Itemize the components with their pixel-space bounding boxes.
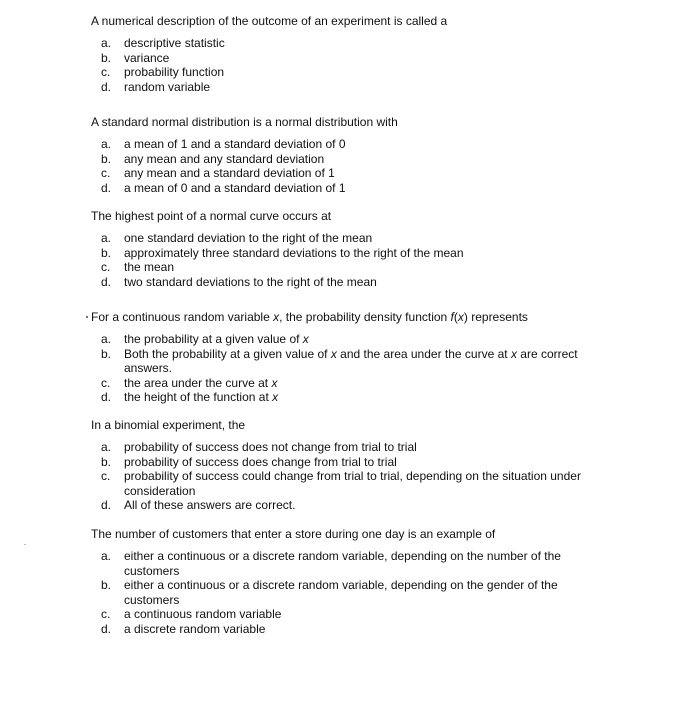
option-letter: d. <box>101 498 112 512</box>
option-list <box>91 332 651 405</box>
option-text: All of these answers are correct. <box>124 498 296 512</box>
option-text: probability function <box>124 65 225 79</box>
option-c <box>91 376 651 391</box>
option-letter: c. <box>101 469 111 483</box>
option-list <box>91 137 651 195</box>
option-b <box>91 152 651 167</box>
option-a <box>91 231 651 246</box>
question-text: In a binomial experiment, the <box>91 418 246 432</box>
margin-mark <box>24 544 26 545</box>
option-text: any mean and a standard deviation of 1 <box>124 166 335 180</box>
question-text: The number of customers that enter a store during one day is an example of <box>91 527 496 541</box>
question-2 <box>91 115 651 195</box>
option-text: probability of success could change from trial to trial, depending on the situation under consideration <box>124 469 581 498</box>
option-a <box>91 137 651 152</box>
option-d <box>91 181 651 196</box>
option-text: probability of success does not change from trial to trial <box>124 440 417 454</box>
option-text: random variable <box>124 79 211 94</box>
option-text: a mean of 1 and a standard deviation of 0 <box>124 137 346 151</box>
text-run: ) represents <box>463 310 528 324</box>
option-letter: a. <box>101 137 112 151</box>
text-run: For a continuous random variable <box>91 310 274 324</box>
option-text: variance <box>124 50 170 65</box>
math-variable: x <box>510 346 517 361</box>
option-text: probability of success does change from trial to trial <box>124 454 397 469</box>
text-run: the area under the curve at <box>124 375 272 390</box>
question-5 <box>91 418 651 513</box>
option-b <box>91 51 651 66</box>
option-text: either a continuous or a discrete random variable, depending on the gender of the customers <box>124 578 558 607</box>
option-c <box>91 65 651 80</box>
option-letter: a. <box>101 332 112 346</box>
option-letter: d. <box>101 390 112 404</box>
option-letter: a. <box>101 231 112 245</box>
option-text <box>124 332 609 347</box>
option-d <box>91 275 651 290</box>
option-list <box>91 440 651 513</box>
text-run: the probability at a given value of <box>124 332 303 346</box>
option-letter: d. <box>101 180 112 195</box>
option-text: a continuous random variable <box>124 607 282 621</box>
question-6 <box>91 527 651 636</box>
math-variable: x <box>272 390 279 404</box>
option-letter: c. <box>101 607 111 621</box>
option-text: a mean of 0 and a standard deviation of 1 <box>124 180 346 195</box>
math-variable: x <box>302 332 309 346</box>
option-a <box>91 36 651 51</box>
question-4 <box>91 310 651 405</box>
option-c <box>91 260 651 275</box>
question-3 <box>91 209 651 289</box>
math-function: f <box>450 310 454 324</box>
option-text <box>124 376 609 391</box>
math-variable: x <box>271 375 278 390</box>
math-variable: x <box>330 346 337 361</box>
text-run: ( <box>453 310 458 324</box>
option-letter: b. <box>101 346 112 361</box>
option-letter: c. <box>101 166 111 180</box>
option-text: the mean <box>124 260 175 274</box>
option-text: approximately three standard deviations to the right of the mean <box>124 245 464 260</box>
option-letter: c. <box>101 65 111 79</box>
text-run: , the probability density function <box>279 310 451 324</box>
option-d <box>91 622 651 637</box>
option-letter: c. <box>101 260 111 274</box>
option-c <box>91 607 651 622</box>
option-list <box>91 36 651 94</box>
option-text: a discrete random variable <box>124 621 266 636</box>
option-list <box>91 231 651 289</box>
option-letter: d. <box>101 274 112 289</box>
text-run: are correct answers. <box>124 346 578 375</box>
question-text: A numerical description of the outcome of an experiment is called a <box>91 14 448 28</box>
question-text: The highest point of a normal curve occurs at <box>91 209 332 223</box>
option-text <box>124 347 609 376</box>
option-a <box>91 332 651 347</box>
option-list <box>91 549 651 636</box>
option-text: descriptive statistic <box>124 36 225 50</box>
option-text <box>124 390 609 405</box>
option-b <box>91 455 651 470</box>
text-run: and the area under the curve at <box>336 346 511 361</box>
option-c <box>91 469 651 498</box>
text-run: the height of the function at <box>124 390 273 404</box>
option-letter: b. <box>101 151 112 166</box>
option-letter: c. <box>101 375 111 390</box>
option-letter: b. <box>101 50 112 65</box>
option-b <box>91 347 651 376</box>
option-d <box>91 390 651 405</box>
option-c <box>91 166 651 181</box>
option-b <box>91 578 651 607</box>
option-b <box>91 246 651 261</box>
question-text: A standard normal distribution is a normal distribution with <box>91 115 398 129</box>
option-a <box>91 440 651 455</box>
option-letter: a. <box>101 440 112 454</box>
question-text <box>91 310 651 325</box>
math-variable: x <box>457 310 464 324</box>
option-letter: b. <box>101 245 112 260</box>
option-text: one standard deviation to the right of the mean <box>124 231 373 245</box>
stray-bullet-mark <box>86 316 88 318</box>
option-letter: a. <box>101 549 112 563</box>
option-a <box>91 549 651 578</box>
option-d <box>91 80 651 95</box>
option-text: two standard deviations to the right of the mean <box>124 274 377 289</box>
option-text: any mean and any standard deviation <box>124 151 325 166</box>
math-variable: x <box>273 310 280 324</box>
option-text: either a continuous or a discrete random variable, depending on the number of the customers <box>124 549 561 578</box>
option-d <box>91 498 651 513</box>
question-1 <box>91 14 651 94</box>
option-letter: a. <box>101 36 112 50</box>
option-letter: b. <box>101 454 112 469</box>
option-letter: d. <box>101 79 112 94</box>
option-letter: b. <box>101 578 112 592</box>
option-letter: d. <box>101 621 112 636</box>
text-run: Both the probability at a given value of <box>124 346 331 361</box>
